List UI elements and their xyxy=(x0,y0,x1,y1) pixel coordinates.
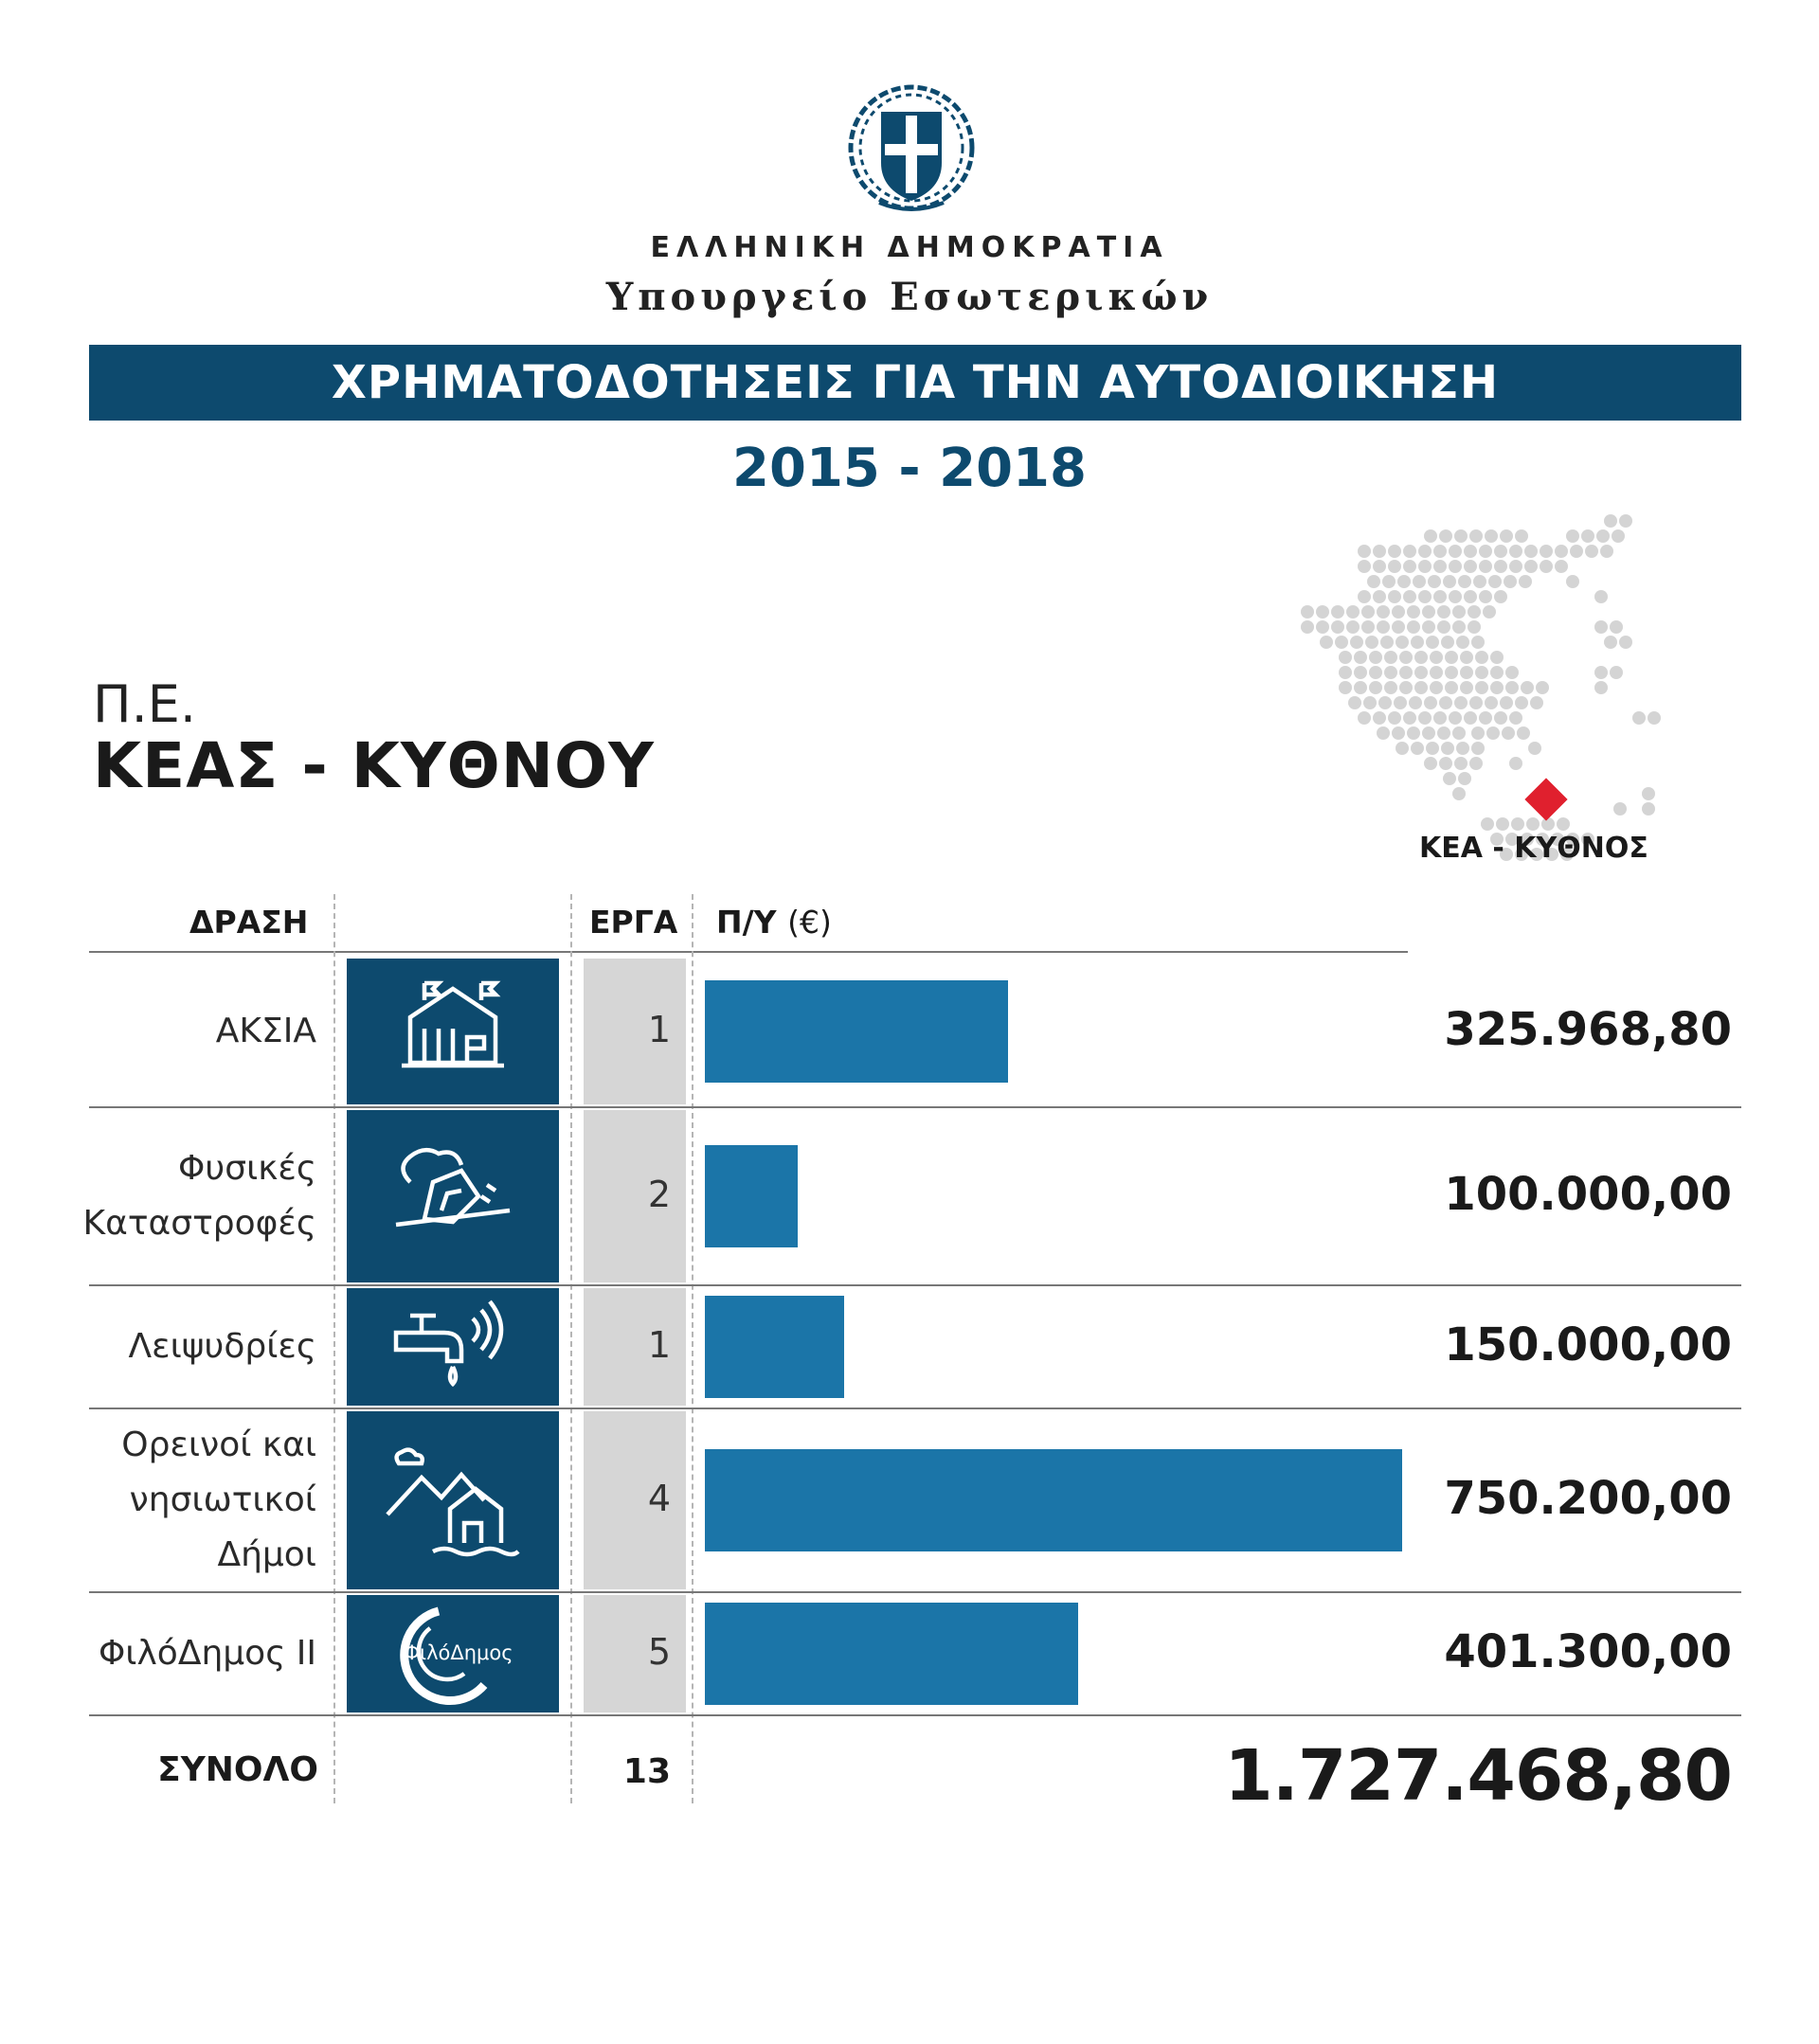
map-dot xyxy=(1418,545,1432,558)
map-dot xyxy=(1392,620,1405,634)
row-label xyxy=(121,1418,316,1583)
map-dot xyxy=(1335,636,1348,649)
bar-value-label: 401.300,00 xyxy=(1444,1625,1732,1678)
map-dot xyxy=(1373,545,1386,558)
map-dot xyxy=(1468,605,1481,619)
map-dot xyxy=(1369,681,1382,694)
map-dot xyxy=(1479,545,1492,558)
map-dot xyxy=(1519,575,1532,588)
map-dot xyxy=(1475,666,1488,679)
header-rule xyxy=(89,951,1408,953)
map-dot xyxy=(1619,514,1632,528)
map-dot xyxy=(1320,636,1333,649)
map-dot xyxy=(1392,605,1405,619)
map-dot xyxy=(1642,787,1655,800)
row-label xyxy=(129,1319,317,1374)
map-dot xyxy=(1424,529,1437,543)
map-dot xyxy=(1509,545,1522,558)
map-dot xyxy=(1524,545,1538,558)
map-dot xyxy=(1452,726,1466,740)
map-dot xyxy=(1475,681,1488,694)
map-dot xyxy=(1486,726,1500,740)
map-dot xyxy=(1585,545,1598,558)
row-count: 1 xyxy=(647,1009,671,1050)
map-dot xyxy=(1350,636,1363,649)
row-label xyxy=(216,1004,316,1059)
map-dot xyxy=(1490,651,1504,664)
map-dot xyxy=(1500,696,1513,709)
map-dot xyxy=(1540,545,1553,558)
map-dot xyxy=(1331,605,1344,619)
map-dot xyxy=(1456,636,1469,649)
map-dot xyxy=(1648,711,1661,725)
map-dot xyxy=(1452,787,1466,800)
map-dot xyxy=(1454,757,1468,770)
row-divider xyxy=(89,1591,1741,1593)
bar-value-label: 325.968,80 xyxy=(1444,1003,1732,1056)
map-dot xyxy=(1384,651,1397,664)
landslide-house-icon xyxy=(382,1139,524,1253)
map-dot xyxy=(1594,666,1608,679)
map-dot xyxy=(1441,742,1454,755)
row-label-line: Λειψυδρίες xyxy=(128,1327,316,1366)
map-region-label: ΚΕΑ - ΚΥΘΝΟΣ xyxy=(1419,832,1648,865)
map-dot xyxy=(1494,711,1507,725)
map-dot xyxy=(1403,711,1416,725)
map-dot xyxy=(1505,681,1519,694)
map-dot xyxy=(1505,666,1519,679)
map-dot xyxy=(1418,711,1432,725)
map-dot xyxy=(1428,575,1441,588)
map-dot xyxy=(1407,726,1420,740)
map-dot xyxy=(1443,575,1456,588)
ministry-title: Υπουργείο Εσωτερικών xyxy=(605,275,1214,319)
row-label-line: Καταστροφές xyxy=(82,1204,316,1243)
total-projects: 13 xyxy=(622,1752,671,1791)
town-hall-icon xyxy=(382,975,524,1088)
column-separator xyxy=(692,894,693,1803)
map-dot xyxy=(1619,636,1632,649)
map-dot xyxy=(1403,590,1416,603)
map-dot xyxy=(1500,529,1513,543)
map-dot xyxy=(1373,590,1386,603)
map-dot xyxy=(1382,575,1396,588)
map-dot xyxy=(1339,651,1352,664)
map-dot xyxy=(1437,605,1450,619)
map-dot xyxy=(1610,666,1623,679)
map-dot xyxy=(1581,529,1594,543)
total-value: 1.727.468,80 xyxy=(1224,1735,1732,1817)
map-dot xyxy=(1449,711,1462,725)
map-dot xyxy=(1454,529,1468,543)
map-dot xyxy=(1570,545,1583,558)
map-dot xyxy=(1600,545,1613,558)
row-count: 1 xyxy=(647,1324,671,1366)
row-label xyxy=(99,1626,316,1681)
greece-dot-map xyxy=(1288,511,1686,985)
map-dot xyxy=(1612,529,1625,543)
map-dot xyxy=(1394,696,1407,709)
map-dot xyxy=(1316,620,1329,634)
map-dot xyxy=(1613,802,1627,816)
bar xyxy=(705,980,1008,1083)
row-label-line: Φυσικές xyxy=(178,1149,316,1188)
map-dot xyxy=(1604,514,1617,528)
map-dot xyxy=(1536,681,1549,694)
map-dot xyxy=(1481,817,1494,831)
map-dot xyxy=(1541,817,1555,831)
row-count: 5 xyxy=(647,1631,671,1673)
map-dot xyxy=(1441,636,1454,649)
row-divider xyxy=(89,1714,1741,1716)
map-dot xyxy=(1396,742,1409,755)
map-dot xyxy=(1468,620,1481,634)
map-dot xyxy=(1430,651,1443,664)
republic-title: ΕΛΛΗΝΙΚΗ ΔΗΜΟΚΡΑΤΙΑ xyxy=(650,231,1169,264)
map-dot xyxy=(1488,575,1502,588)
row-label-line: ΦιλόΔημος ΙΙ xyxy=(98,1634,316,1673)
map-dot xyxy=(1530,696,1543,709)
map-dot xyxy=(1414,666,1428,679)
row-label xyxy=(83,1141,316,1251)
map-dot xyxy=(1540,560,1553,573)
map-dot xyxy=(1471,742,1485,755)
map-dot xyxy=(1418,560,1432,573)
map-dot xyxy=(1469,529,1483,543)
bar xyxy=(705,1449,1402,1551)
map-dot xyxy=(1388,590,1401,603)
map-dot xyxy=(1471,636,1485,649)
map-dot xyxy=(1397,575,1411,588)
map-dot xyxy=(1439,529,1452,543)
map-dot xyxy=(1511,817,1524,831)
map-dot xyxy=(1354,681,1367,694)
map-marker xyxy=(1524,778,1567,820)
map-dot xyxy=(1418,590,1432,603)
map-dot xyxy=(1411,742,1424,755)
region-prefix: Π.Ε. xyxy=(93,674,197,734)
map-dot xyxy=(1388,711,1401,725)
map-dot xyxy=(1430,681,1443,694)
map-dot xyxy=(1363,696,1377,709)
map-dot xyxy=(1437,620,1450,634)
map-dot xyxy=(1485,696,1498,709)
map-dot xyxy=(1445,681,1458,694)
map-dot xyxy=(1407,605,1420,619)
bar xyxy=(705,1603,1078,1705)
map-dot xyxy=(1490,666,1504,679)
map-dot xyxy=(1454,696,1468,709)
map-dot xyxy=(1426,636,1439,649)
map-dot xyxy=(1380,636,1394,649)
map-dot xyxy=(1485,529,1498,543)
map-dot xyxy=(1483,605,1496,619)
row-icon-box xyxy=(347,1411,559,1589)
map-dot xyxy=(1403,560,1416,573)
map-dot xyxy=(1494,545,1507,558)
map-dot xyxy=(1439,757,1452,770)
map-dot xyxy=(1449,560,1462,573)
map-dot xyxy=(1439,696,1452,709)
map-dot xyxy=(1422,605,1435,619)
map-dot xyxy=(1473,575,1486,588)
map-dot xyxy=(1433,560,1447,573)
map-dot xyxy=(1403,545,1416,558)
map-dot xyxy=(1430,666,1443,679)
map-dot xyxy=(1384,681,1397,694)
water-tap-icon xyxy=(382,1290,524,1404)
map-dot xyxy=(1524,560,1538,573)
map-dot xyxy=(1456,742,1469,755)
map-dot xyxy=(1358,711,1371,725)
map-dot xyxy=(1515,696,1528,709)
map-dot xyxy=(1373,560,1386,573)
map-dot xyxy=(1449,545,1462,558)
map-dot xyxy=(1464,560,1477,573)
map-dot xyxy=(1594,620,1608,634)
map-dot xyxy=(1396,636,1409,649)
map-dot xyxy=(1460,666,1473,679)
header-projects: ΕΡΓΑ xyxy=(589,904,678,941)
map-dot xyxy=(1354,651,1367,664)
map-dot xyxy=(1443,772,1456,785)
map-dot xyxy=(1424,757,1437,770)
map-dot xyxy=(1369,651,1382,664)
map-dot xyxy=(1494,590,1507,603)
row-icon-box xyxy=(347,1288,559,1406)
row-divider xyxy=(89,1407,1741,1409)
map-dot xyxy=(1348,696,1361,709)
map-dot xyxy=(1557,817,1570,831)
map-dot xyxy=(1642,802,1655,816)
map-dot xyxy=(1464,590,1477,603)
map-dot xyxy=(1445,651,1458,664)
map-dot xyxy=(1464,711,1477,725)
map-dot xyxy=(1460,651,1473,664)
total-label: ΣΥΝΟΛΟ xyxy=(157,1750,318,1789)
row-icon-box xyxy=(347,1595,559,1712)
map-dot xyxy=(1378,696,1392,709)
row-label-line: νησιωτικοί xyxy=(129,1480,316,1519)
column-separator xyxy=(570,894,572,1803)
map-dot xyxy=(1604,636,1617,649)
map-dot xyxy=(1632,711,1646,725)
map-dot xyxy=(1479,711,1492,725)
map-dot xyxy=(1422,620,1435,634)
row-label-line: Ορεινοί και xyxy=(121,1425,316,1464)
years-range: 2015 - 2018 xyxy=(732,438,1087,499)
map-dot xyxy=(1346,605,1360,619)
map-dot xyxy=(1502,726,1515,740)
map-dot xyxy=(1469,757,1483,770)
bar-value-label: 750.200,00 xyxy=(1444,1472,1732,1525)
filodimos-logo-icon xyxy=(382,1597,524,1711)
map-dot xyxy=(1316,605,1329,619)
region-name: ΚΕΑΣ - ΚΥΘΝΟΥ xyxy=(93,729,655,802)
map-dot xyxy=(1301,605,1314,619)
map-dot xyxy=(1339,681,1352,694)
map-dot xyxy=(1479,560,1492,573)
map-dot xyxy=(1399,651,1413,664)
map-dot xyxy=(1413,575,1426,588)
row-count: 4 xyxy=(647,1478,671,1519)
map-dot xyxy=(1496,817,1509,831)
map-dot xyxy=(1399,666,1413,679)
map-dot xyxy=(1509,757,1522,770)
map-dot xyxy=(1566,575,1579,588)
bar-value-label: 100.000,00 xyxy=(1444,1168,1732,1221)
map-dot xyxy=(1377,726,1390,740)
row-divider xyxy=(89,1106,1741,1108)
banner-title: ΧΡΗΜΑΤΟΔΟΤΗΣΕΙΣ ΓΙΑ ΤΗΝ ΑΥΤΟΔΙΟΙΚΗΣΗ xyxy=(331,356,1500,409)
map-dot xyxy=(1388,545,1401,558)
map-dot xyxy=(1528,742,1541,755)
map-dot xyxy=(1445,666,1458,679)
map-dot xyxy=(1475,651,1488,664)
row-icon-box xyxy=(347,1110,559,1282)
row-divider xyxy=(89,1284,1741,1286)
map-dot xyxy=(1460,681,1473,694)
map-dot xyxy=(1433,545,1447,558)
filodimos-logo-text: ΦιλόΔημος xyxy=(404,1641,513,1664)
map-dot xyxy=(1409,696,1422,709)
map-dot xyxy=(1354,666,1367,679)
map-dot xyxy=(1361,605,1375,619)
mountain-island-house-icon xyxy=(382,1443,524,1557)
map-dot xyxy=(1555,560,1568,573)
map-dot xyxy=(1517,726,1530,740)
map-dot xyxy=(1521,681,1534,694)
map-dot xyxy=(1358,590,1371,603)
map-dot xyxy=(1594,590,1608,603)
map-dot xyxy=(1392,726,1405,740)
map-dot xyxy=(1452,620,1466,634)
header-action: ΔΡΑΣΗ xyxy=(189,904,309,941)
map-dot xyxy=(1471,726,1485,740)
map-dot xyxy=(1515,529,1528,543)
bar-value-label: 150.000,00 xyxy=(1444,1318,1732,1372)
bar xyxy=(705,1145,798,1247)
map-dot xyxy=(1422,726,1435,740)
map-dot xyxy=(1411,636,1424,649)
map-dot xyxy=(1358,560,1371,573)
map-dot xyxy=(1384,666,1397,679)
map-dot xyxy=(1526,817,1540,831)
bar xyxy=(705,1296,844,1398)
row-icon-box xyxy=(347,959,559,1104)
map-dot xyxy=(1437,726,1450,740)
map-dot xyxy=(1331,620,1344,634)
map-dot xyxy=(1407,620,1420,634)
coat-of-arms-icon xyxy=(841,83,982,216)
map-dot xyxy=(1433,590,1447,603)
row-label-line: Δήμοι xyxy=(217,1535,316,1574)
header-budget xyxy=(716,904,832,941)
map-dot xyxy=(1494,560,1507,573)
map-dot xyxy=(1377,605,1390,619)
map-dot xyxy=(1369,666,1382,679)
map-dot xyxy=(1301,620,1314,634)
header-budget-label: Π/Υ xyxy=(716,904,777,941)
header-budget-unit: (€) xyxy=(787,904,832,941)
map-dot xyxy=(1596,529,1610,543)
map-dot xyxy=(1566,529,1579,543)
map-dot xyxy=(1449,590,1462,603)
map-dot xyxy=(1594,681,1608,694)
map-dot xyxy=(1414,681,1428,694)
map-dot xyxy=(1452,605,1466,619)
map-dot xyxy=(1610,620,1623,634)
map-dot xyxy=(1464,545,1477,558)
map-dot xyxy=(1339,666,1352,679)
map-dot xyxy=(1399,681,1413,694)
map-dot xyxy=(1504,575,1517,588)
map-dot xyxy=(1458,575,1471,588)
map-dot xyxy=(1361,620,1375,634)
map-dot xyxy=(1458,772,1471,785)
map-dot xyxy=(1555,545,1568,558)
map-dot xyxy=(1358,545,1371,558)
map-dot xyxy=(1424,696,1437,709)
map-dot xyxy=(1365,636,1378,649)
map-dot xyxy=(1490,681,1504,694)
map-dot xyxy=(1509,711,1522,725)
map-dot xyxy=(1414,651,1428,664)
map-dot xyxy=(1367,575,1380,588)
map-dot xyxy=(1433,711,1447,725)
map-dot xyxy=(1346,620,1360,634)
column-separator xyxy=(333,894,335,1803)
row-count: 2 xyxy=(647,1174,671,1215)
map-dot xyxy=(1426,742,1439,755)
map-dot xyxy=(1377,620,1390,634)
map-dot xyxy=(1373,711,1386,725)
map-dot xyxy=(1469,696,1483,709)
map-dot xyxy=(1388,560,1401,573)
row-label-line: ΑΚΣΙΑ xyxy=(215,1012,316,1050)
map-dot xyxy=(1509,560,1522,573)
map-dot xyxy=(1479,590,1492,603)
